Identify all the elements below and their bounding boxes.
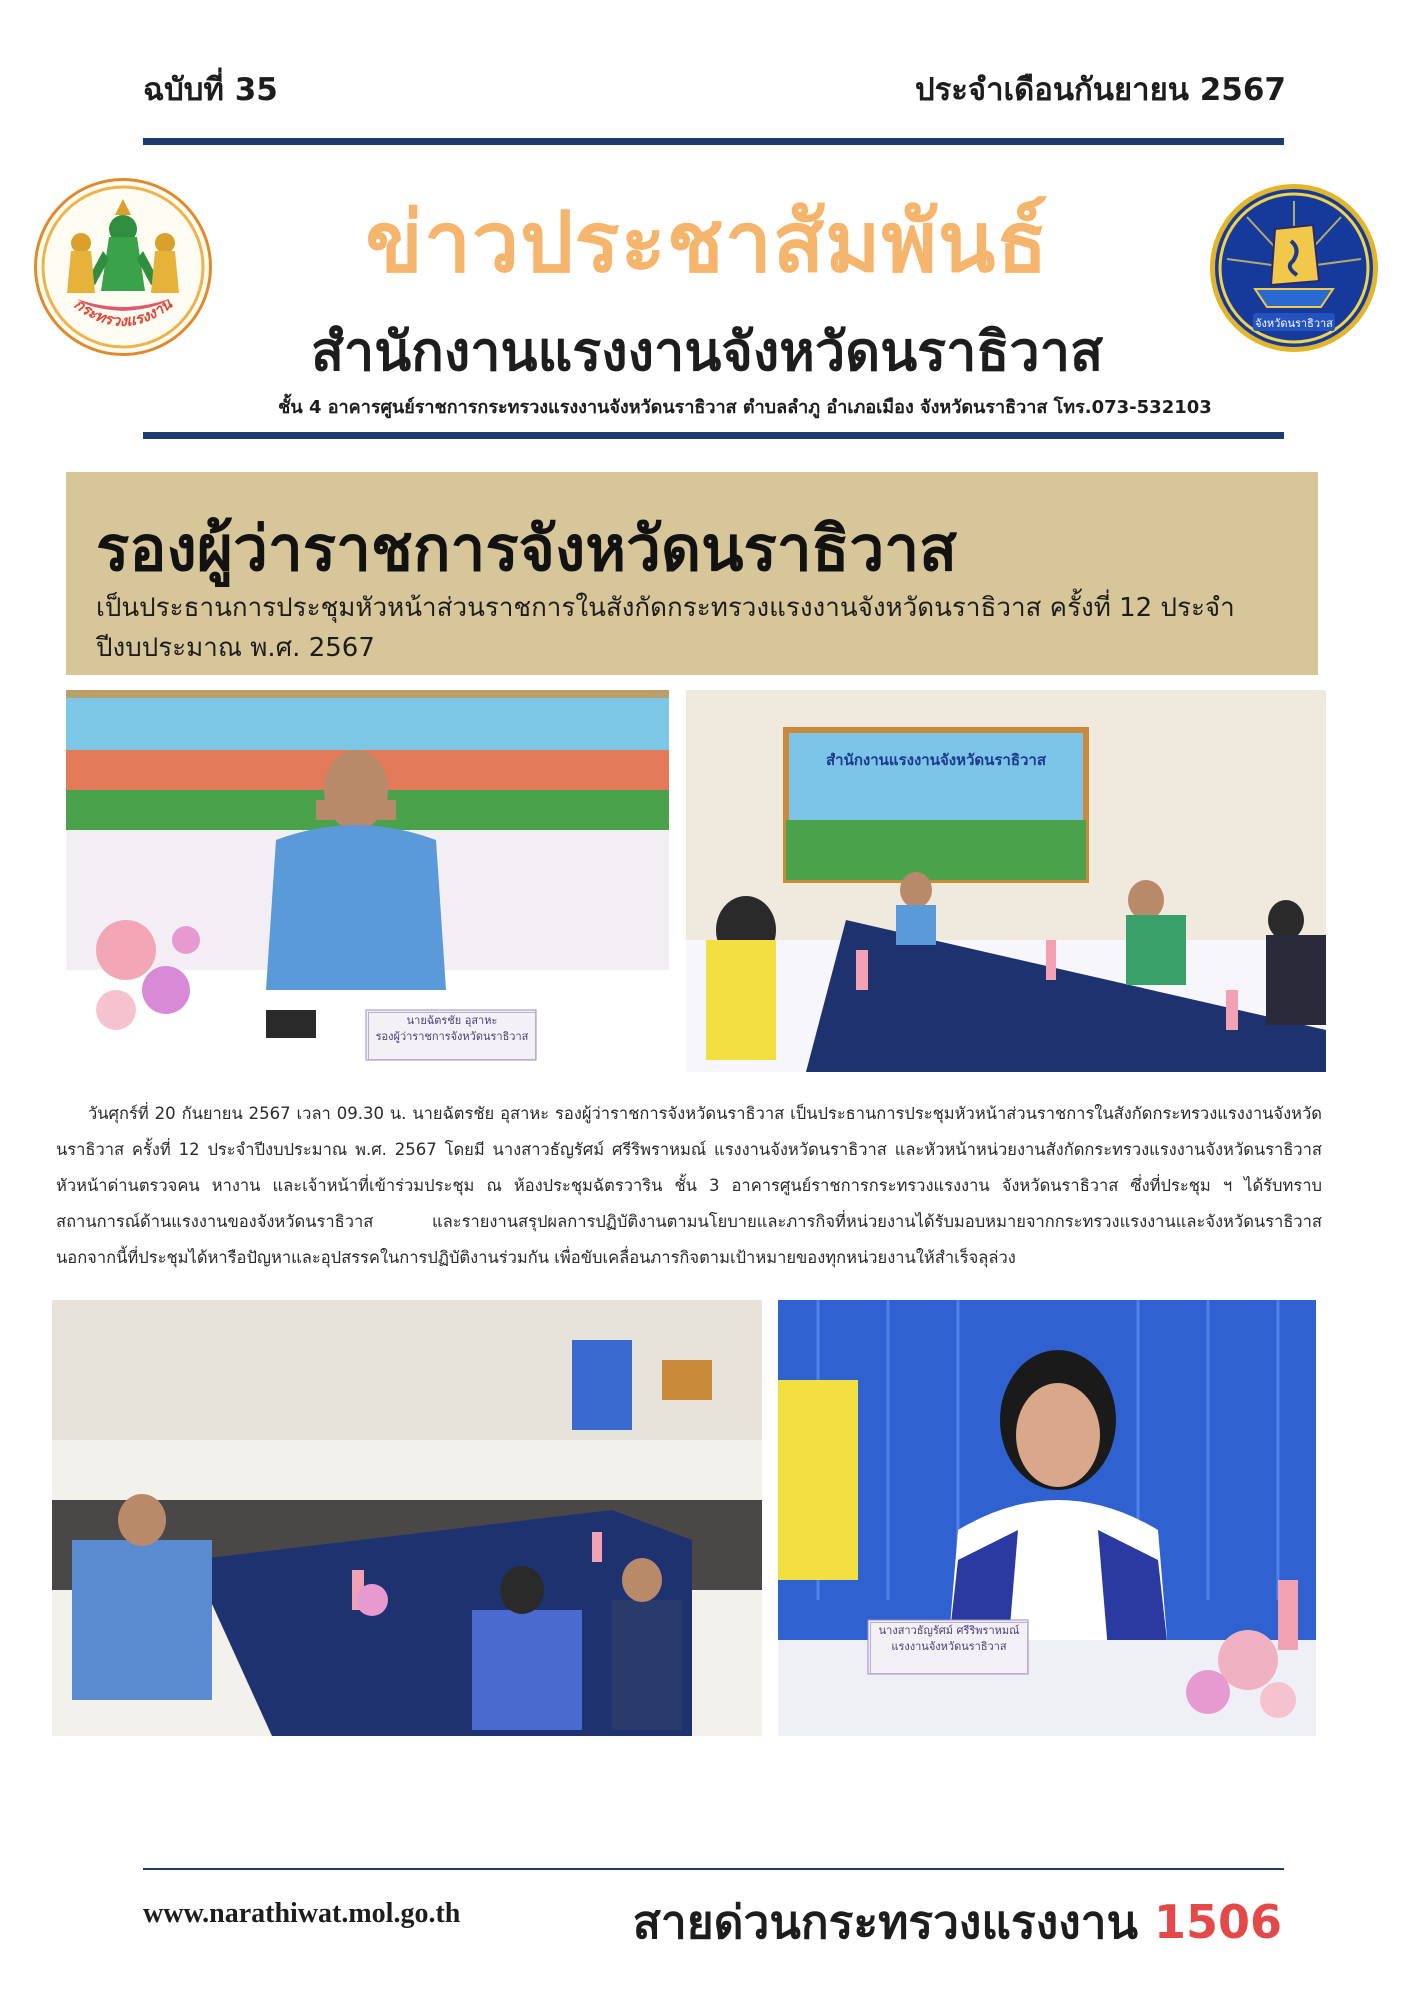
photo-labour-officer bbox=[778, 1300, 1316, 1736]
newsletter-title: ข่าวประชาสัมพันธ์ bbox=[365, 193, 1049, 291]
nameplate-labour-officer bbox=[870, 1622, 1028, 1674]
issue-month: ประจำเดือนกันยายน 2567 bbox=[914, 72, 1286, 108]
nameplate-officer-name: นางสาวธัญรัศม์ ศรีริพราหมณ์ bbox=[878, 1624, 1020, 1637]
province-seal-text: จังหวัดนราธิวาส bbox=[1255, 317, 1333, 330]
office-name: สำนักงานแรงงานจังหวัดนราธิวาส bbox=[310, 320, 1104, 383]
office-address: ชั้น 4 อาคารศูนย์ราชการกระทรวงแรงงานจังหวัดนราธิวาส ตำบลลำภู อำเภอเมือง จังหวัดนราธิวาส โทร.073-532103 bbox=[278, 397, 1212, 418]
website-link[interactable]: www.narathiwat.mol.go.th bbox=[143, 1898, 461, 1929]
province-seal-graphic bbox=[1215, 189, 1373, 347]
hotline bbox=[633, 1886, 1282, 1959]
photo-meeting-overview bbox=[52, 1300, 762, 1736]
header-bottom-rule bbox=[143, 432, 1284, 439]
nameplate-chairman-title: รองผู้ว่าราชการจังหวัดนราธิวาส bbox=[375, 1030, 529, 1043]
narathiwat-province-seal bbox=[1210, 184, 1378, 352]
ministry-logo-text: กระทรวงแรงงาน bbox=[70, 294, 176, 331]
banner-office-name: สำนักงานแรงงานจังหวัดนราธิวาส bbox=[825, 751, 1047, 769]
ministry-logo-graphic bbox=[37, 181, 209, 353]
photo-meeting-room bbox=[686, 690, 1326, 1072]
photo-chairman bbox=[66, 690, 669, 1072]
ministry-of-labour-logo bbox=[34, 178, 212, 356]
footer-rule bbox=[143, 1868, 1284, 1870]
hotline-label: สายด่วนกระทรวงแรงงาน bbox=[632, 1895, 1138, 1949]
top-rule bbox=[143, 138, 1284, 145]
article-body: วันศุกร์ที่ 20 กันยายน 2567 เวลา 09.30 น. นายฉัตรชัย อุสาหะ รองผู้ว่าราชการจังหวัดนราธิวาส เป็นประธานการประชุมหัวหน้าส่วนราชการในสังกัดกระทรวงแรงงานจังหวัดนราธิวาส ครั้งที่ 12 ประจำปีงบประมาณ พ.ศ. 2567 โดยมี นางสาวธัญรัศม์ ศรีริพราหมณ์ แรงงานจังหวัดนราธิวาส และหัวหน้าหน่วยงานสังกัดกระทรวงแรงงานจังหวัดนราธิวาส หัวหน้าด่านตรวจคน หางาน และเจ้าหน้าที่เข้าร่วมประชุม ณ ห้องประชุมฉัตรวาริน ชั้น 3 อาคารศูนย์ราชการกระทรวงแรงงาน จังหวัดนราธิวาส ซึ่งที่ประชุม ฯ ได้รับทราบสถานการณ์ด้านแรงงานของจังหวัดนราธิวาส และรายงานสรุปผลการปฏิบัติงานตามนโยบายและภารกิจที่หน่วยงานได้รับมอบหมายจากกระทรวงแรงงานและจังหวัดนราธิวาส นอกจากนี้ที่ประชุมได้หารือปัญหาและอุปสรรคในการปฏิบัติงานร่วมกัน เพื่อขับเคลื่อนภารกิจตามเป้าหมายของทุกหน่วยงานให้สำเร็จลุล่วง bbox=[56, 1104, 1322, 1267]
article-subheadline: เป็นประธานการประชุมหัวหน้าส่วนราชการในสังกัดกระทรวงแรงงานจังหวัดนราธิวาส ครั้งที่ 12 ประจำปีงบประมาณ พ.ศ. 2567 bbox=[96, 593, 1235, 663]
nameplate-chairman-name: นายฉัตรชัย อุสาหะ bbox=[406, 1014, 498, 1027]
article-headline: รองผู้ว่าราชการจังหวัดนราธิวาส bbox=[96, 512, 957, 585]
issue-number: ฉบับที่ 35 bbox=[143, 72, 278, 108]
nameplate-officer-title: แรงงานจังหวัดนราธิวาส bbox=[891, 1640, 1007, 1653]
hotline-number: 1506 bbox=[1153, 1895, 1282, 1949]
nameplate-chairman bbox=[368, 1012, 536, 1060]
